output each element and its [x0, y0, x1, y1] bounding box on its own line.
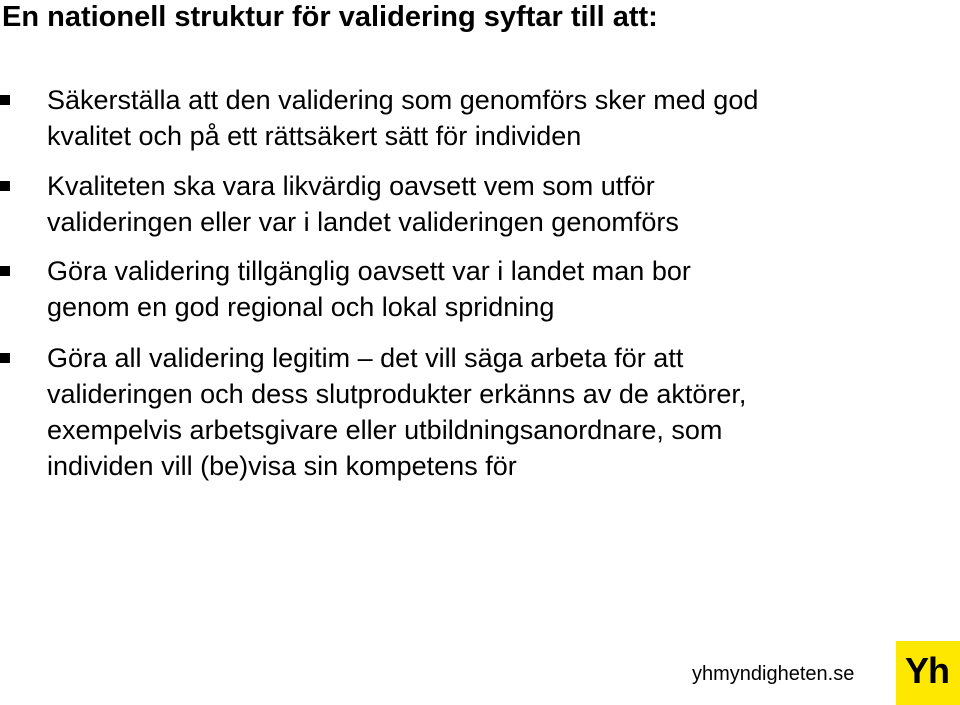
square-bullet-icon: [0, 266, 10, 276]
bullet-text: [47, 253, 937, 325]
square-bullet-icon: [0, 181, 10, 191]
bullet-line: Säkerställa att den validering som genomförs sker med god: [47, 85, 759, 115]
bullet-line: genom en god regional och lokal spridning: [47, 292, 555, 322]
square-bullet-icon: [0, 353, 10, 363]
bullet-line: exempelvis arbetsgivare eller utbildningsanordnare, som: [47, 415, 723, 445]
bullet-line: individen vill (be)visa sin kompetens för: [47, 451, 517, 481]
bullet-text: [47, 168, 937, 240]
logo-text: Yh: [905, 650, 950, 691]
bullet-text: [47, 340, 937, 484]
bullet-line: Göra all validering legitim – det vill säga arbeta för att: [47, 343, 684, 373]
bullet-line: valideringen eller var i landet valideringen genomförs: [47, 207, 679, 237]
bullet-text: [47, 82, 937, 154]
bullet-line: kvalitet och på ett rättsäkert sätt för individen: [47, 121, 582, 151]
bullet-line: valideringen och dess slutprodukter erkänns av de aktörer,: [47, 379, 747, 409]
slide-title: En nationell struktur för validering syftar till att:: [2, 1, 658, 33]
footer-url: yhmyndigheten.se: [692, 663, 855, 685]
yh-logo: [896, 641, 960, 705]
bullet-line: Kvaliteten ska vara likvärdig oavsett vem som utför: [47, 171, 655, 201]
bullet-line: Göra validering tillgänglig oavsett var i landet man bor: [47, 256, 691, 286]
square-bullet-icon: [0, 95, 10, 105]
